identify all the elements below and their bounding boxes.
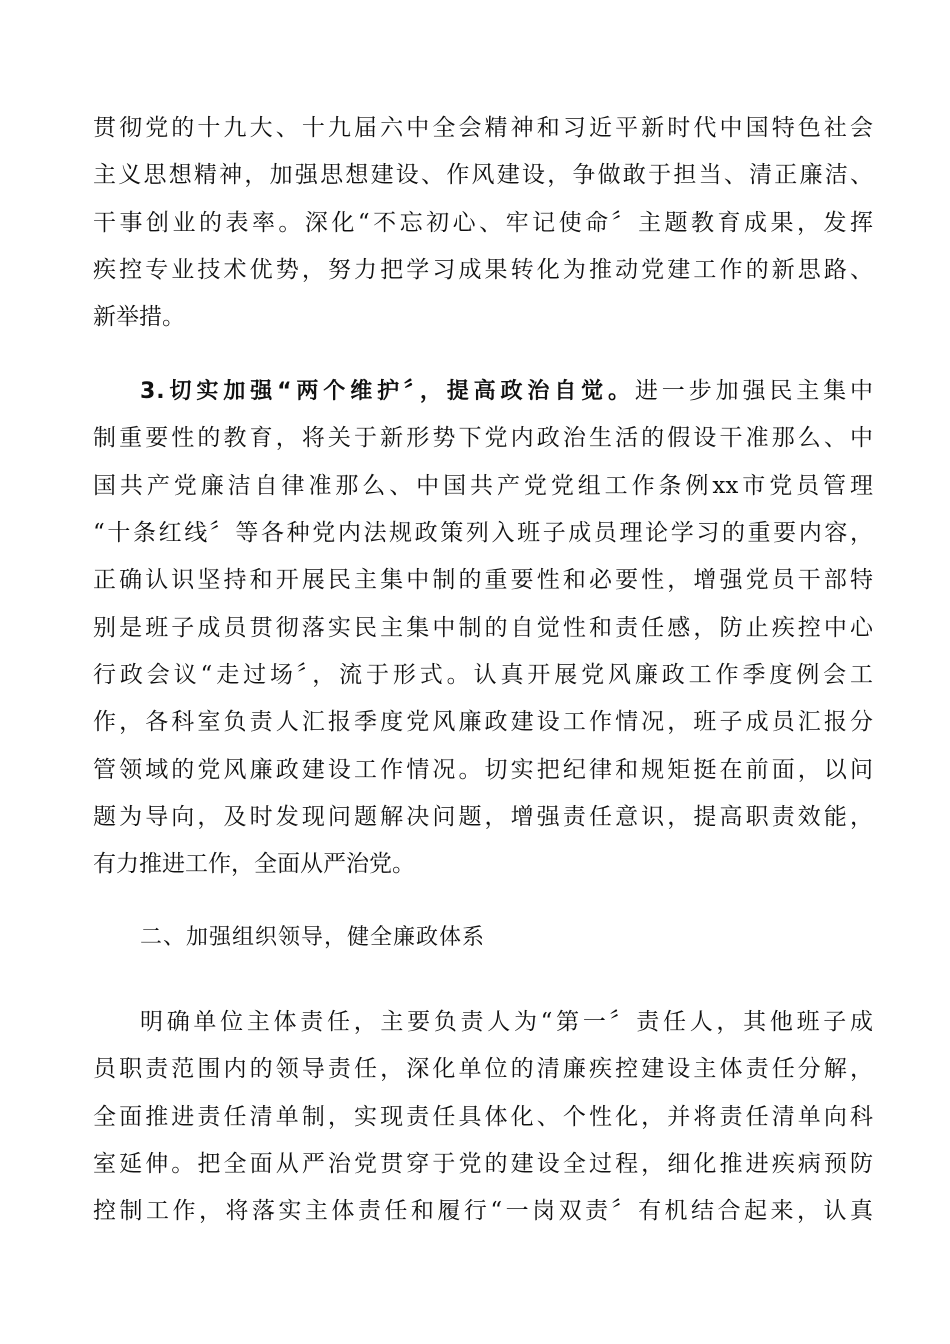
para2-line-5: 正确认识坚持和开展民主集中制的重要性和必要性，增强党员干部特 [93,567,873,593]
para2-line-4: “十条红线〞等各种党内法规政策列入班子成员理论学习的重要内容， [93,520,873,546]
para2-line-10: 题为导向，及时发现问题解决问题，增强责任意识，提高职责效能， [93,804,873,830]
para2-line-2: 制重要性的教育，将关于新形势下党内政治生活的假设干准那么、中 [93,425,873,451]
para1-line-5: 新举措。 [93,304,185,330]
para3-line-1: 明确单位主体责任，主要负责人为“第一〞责任人，其他班子成 [140,1009,873,1035]
para1-line-4: 疾控专业技术优势，努力把学习成果转化为推动党建工作的新思路、 [93,257,873,283]
para2-line-3: 国共产党廉洁自律准那么、中国共产党党组工作条例xx市党员管理 [93,473,873,499]
para1-line-3: 干事创业的表率。深化“不忘初心、牢记使命〞主题教育成果，发挥 [93,210,873,236]
para2-line-11: 有力推进工作，全面从严治党。 [93,851,415,877]
para2-lead-line [140,371,873,411]
para2-line-9: 管领域的党风廉政建设工作情况。切实把纪律和规矩挺在前面，以问 [93,757,873,783]
para1-line-1: 贯彻党的十九大、十九届六中全会精神和习近平新时代中国特色社会 [93,115,873,141]
para1-line-2: 主义思想精神，加强思想建设、作风建设，争做敢于担当、清正廉洁、 [93,162,873,188]
para3-line-5: 控制工作，将落实主体责任和履行“一岗双责〞有机结合起来，认真 [93,1198,873,1224]
para3-line-2: 员职责范围内的领导责任，深化单位的清廉疾控建设主体责任分解， [93,1056,873,1082]
para2-lead-bold: 3.切实加强“两个维护〞，提高政治自觉。 [140,379,635,404]
para2-line-6: 别是班子成员贯彻落实民主集中制的自觉性和责任感，防止疾控中心 [93,615,873,641]
para2-line-7: 行政会议“走过场〞，流于形式。认真开展党风廉政工作季度例会工 [93,662,873,688]
para3-line-3: 全面推进责任清单制，实现责任具体化、个性化，并将责任清单向科 [93,1104,873,1130]
section-heading: 二、加强组织领导，健全廉政体系 [140,925,486,950]
para2-line-8: 作，各科室负责人汇报季度党风廉政建设工作情况，班子成员汇报分 [93,709,873,735]
para2-lead-rest: 进一步加强民主集中 [634,378,873,404]
para3-line-4: 室延伸。把全面从严治党贯穿于党的建设全过程，细化推进疾病预防 [93,1151,873,1177]
